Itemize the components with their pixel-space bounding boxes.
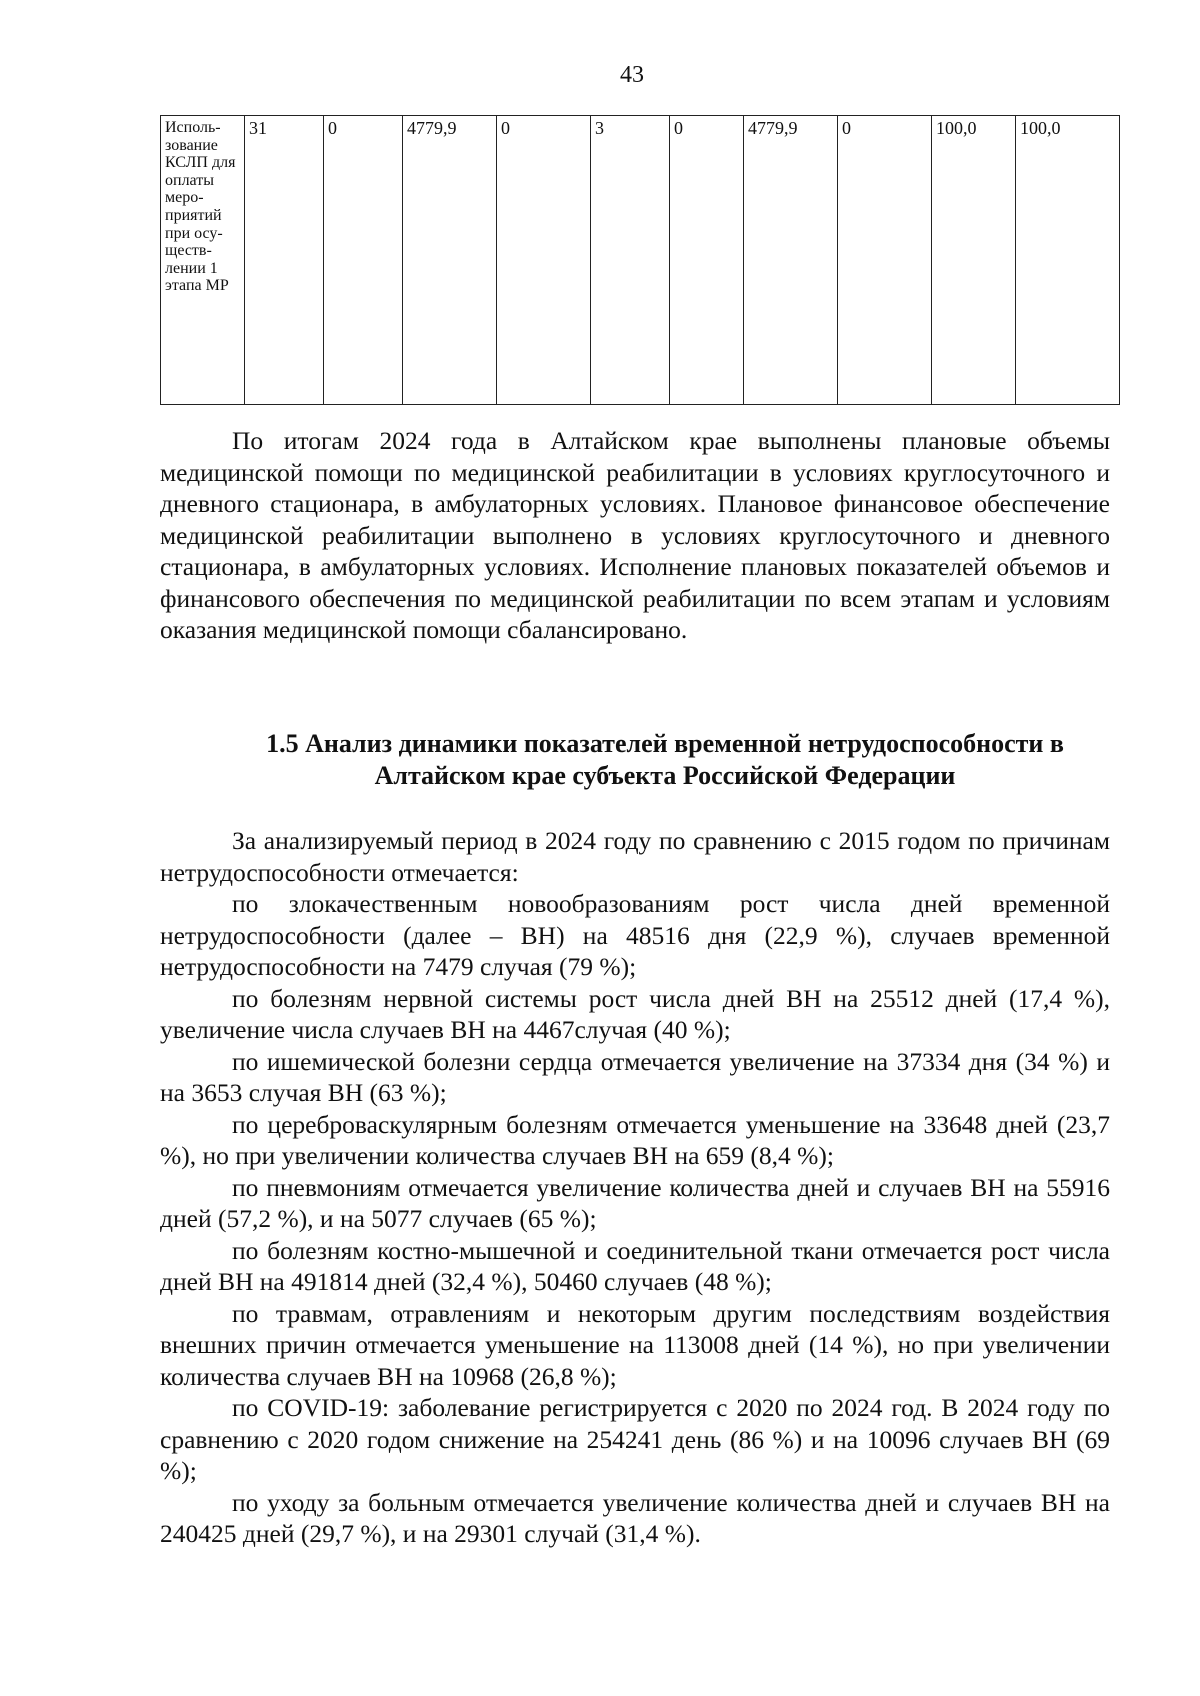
table-cell: 3 <box>591 116 670 405</box>
table-cell: 4779,9 <box>744 116 838 405</box>
row-label-cell: Исполь-зование КСЛП для оплаты меро-приятий при осу-ществ-лении 1 этапа МР <box>161 116 245 405</box>
analysis-item: по злокачественным новообразованиям рост числа дней временной нетрудоспособности (далее – ВН) на 48516 дня (22,9 %), случаев временной нетрудоспособности на 7479 случая (79 %); <box>160 889 1110 981</box>
table-cell: 0 <box>324 116 403 405</box>
table-cell: 100,0 <box>932 116 1016 405</box>
table-cell: 100,0 <box>1016 116 1120 405</box>
analysis-block <box>160 825 1110 1550</box>
analysis-item: по травмам, отравлениям и некоторым другим последствиям воздействия внешних причин отмечается уменьшение на 113008 дней (14 %), но при увеличении количества случаев ВН на 10968 (26,8 %); <box>160 1298 1110 1391</box>
table-cell: 4779,9 <box>403 116 497 405</box>
analysis-item: по цереброваскулярным болезням отмечается уменьшение на 33648 дней (23,7 %), но при увеличении количества случаев ВН на 659 (8,4 %); <box>160 1109 1110 1170</box>
summary-block <box>160 425 1110 646</box>
analysis-item: по болезням нервной системы рост числа дней ВН на 25512 дней (17,4 %), увеличение числа случаев ВН на 4467случая (40 %); <box>160 983 1110 1044</box>
analysis-item: по пневмониям отмечается увеличение количества дней и случаев ВН на 55916 дней (57,2 %), и на 5077 случаев (65 %); <box>160 1172 1110 1233</box>
table-cell: 0 <box>838 116 932 405</box>
analysis-item: по ишемической болезни сердца отмечается увеличение на 37334 дня (34 %) и на 3653 случая ВН (63 %); <box>160 1046 1110 1107</box>
table-row <box>161 116 1120 405</box>
table-cell: 0 <box>670 116 744 405</box>
analysis-intro: За анализируемый период в 2024 году по сравнению с 2015 годом по причинам нетрудоспособности отмечается: <box>160 826 1110 887</box>
table-cell: 0 <box>497 116 591 405</box>
analysis-item: по болезням костно-мышечной и соединительной ткани отмечается рост числа дней ВН на 491814 дней (32,4 %), 50460 случаев (48 %); <box>160 1235 1110 1296</box>
data-table <box>160 115 1120 405</box>
analysis-item: по уходу за больным отмечается увеличение количества дней и случаев ВН на 240425 дней (29,7 %), и на 29301 случай (31,4 %). <box>160 1487 1110 1548</box>
summary-paragraph: По итогам 2024 года в Алтайском крае выполнены плановые объемы медицинской помощи по медицинской реабилитации в условиях круглосуточного и дневного стационара, в амбулаторных условиях. Плановое финансовое обеспечение медицинской реабилитации выполнено в условиях круглосуточного и дневного стационара, в амбулаторных условиях. Исполнение плановых показателей объемов и финансового обеспечения по медицинской реабилитации по всем этапам и условиям оказания медицинской помощи сбалансировано. <box>160 426 1110 644</box>
section-heading: 1.5 Анализ динамики показателей временной нетрудоспособности в Алтайском крае субъекта Российской Федерации <box>266 729 1064 790</box>
page-number: 43 <box>620 62 644 88</box>
analysis-item: по COVID-19: заболевание регистрируется с 2020 по 2024 год. В 2024 году по сравнению с 2020 годом снижение на 254241 день (86 %) и на 10096 случаев ВН (69 %); <box>160 1393 1110 1485</box>
table-cell: 31 <box>245 116 324 405</box>
